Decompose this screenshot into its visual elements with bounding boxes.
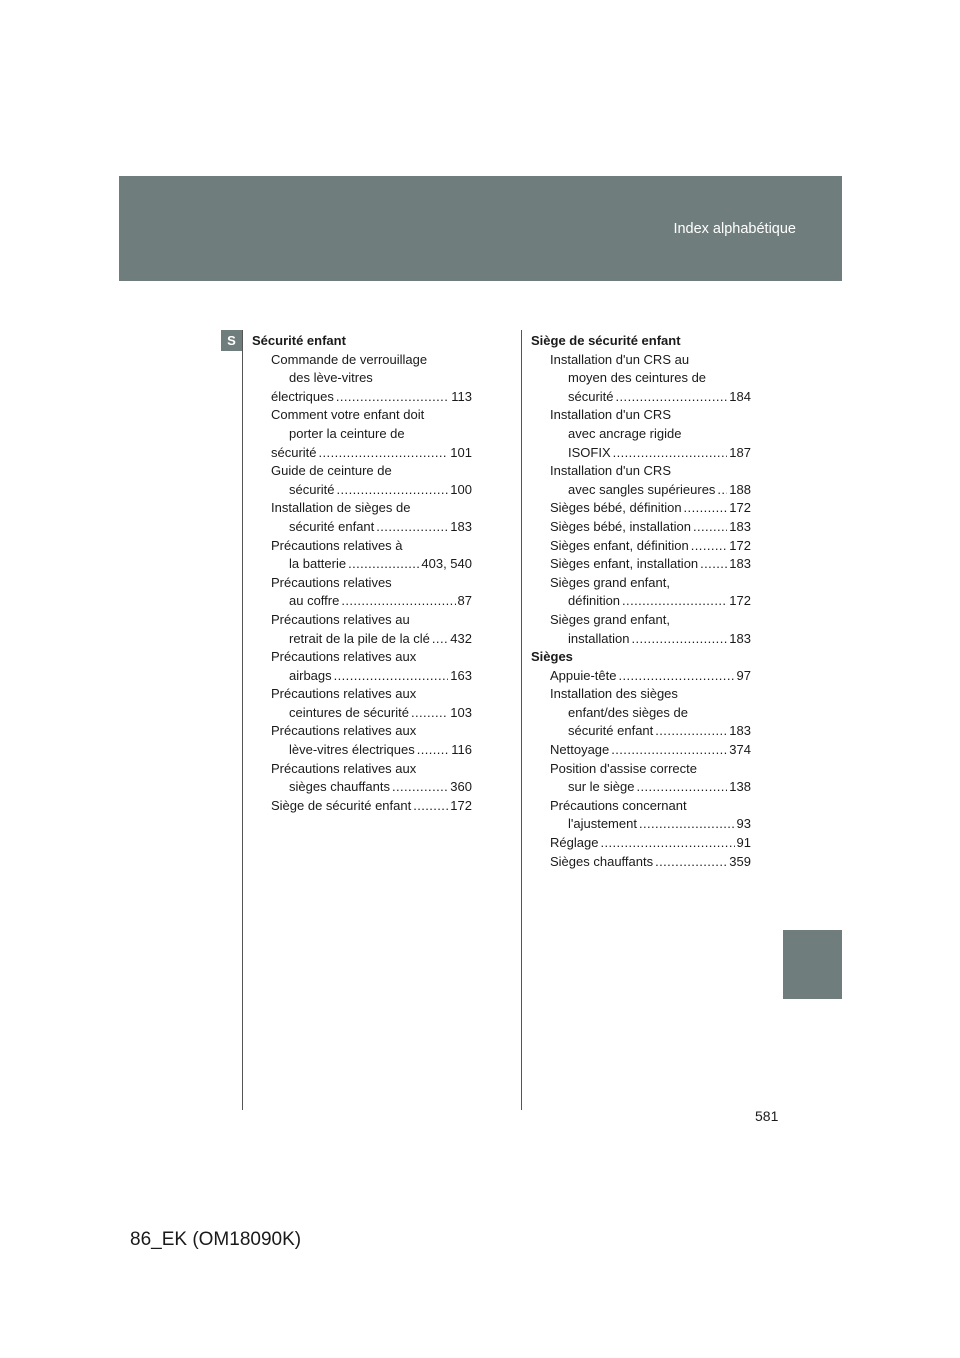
page-reference: 101	[450, 444, 472, 460]
entry-label: la batterie	[289, 556, 347, 572]
dot-leader	[611, 741, 727, 760]
page-reference: 172	[729, 537, 751, 553]
page-reference: 93	[736, 816, 751, 832]
dot-leader	[334, 667, 449, 686]
entry-text-line: Précautions relatives au	[271, 611, 410, 627]
page-reference: 188	[729, 481, 751, 497]
dot-leader	[631, 630, 727, 649]
entry-label: ceintures de sécurité	[289, 704, 409, 720]
index-letter-tab: S	[221, 330, 242, 351]
entry-page-line	[252, 555, 472, 574]
entry-label: airbags	[289, 667, 332, 683]
index-entry	[531, 574, 751, 611]
dot-leader	[636, 778, 727, 797]
entry-text-line: Précautions relatives aux	[271, 723, 417, 739]
entry-label: sécurité	[271, 444, 317, 460]
page-reference: 187	[729, 444, 751, 460]
dot-leader	[417, 741, 450, 760]
index-entry	[531, 741, 751, 760]
page-reference: 183	[729, 723, 751, 739]
entry-label: Sièges enfant, installation	[550, 556, 699, 572]
entry-page-line	[531, 741, 751, 760]
index-entry	[252, 797, 472, 816]
entry-page-line	[531, 834, 751, 853]
dot-leader	[639, 815, 735, 834]
entry-page-line	[252, 797, 472, 816]
index-entry	[252, 611, 472, 648]
dot-leader	[319, 444, 449, 463]
entry-page-line	[531, 778, 751, 797]
entry-page-line	[252, 704, 472, 723]
entry-text-line: Précautions relatives aux	[271, 760, 417, 776]
entry-text-line: Précautions relatives aux	[271, 686, 417, 702]
index-column-left	[252, 332, 472, 815]
entry-text-line: porter la ceinture de	[289, 425, 405, 441]
dot-leader	[619, 667, 735, 686]
section-title: Index alphabétique	[673, 221, 796, 237]
entry-page-line	[531, 853, 751, 872]
entry-page-line	[252, 388, 472, 407]
entry-label: sur le siège	[568, 779, 635, 795]
entry-label: Siège de sécurité enfant	[271, 797, 412, 813]
dot-leader	[655, 853, 727, 872]
index-entry	[252, 499, 472, 536]
entry-text-line: Guide de ceinture de	[271, 463, 392, 479]
page-reference: 183	[729, 518, 751, 534]
dot-leader	[392, 778, 448, 797]
entry-page-line	[252, 778, 472, 797]
entry-label: Sièges chauffants	[550, 853, 654, 869]
entry-label: lève-vitres électriques	[289, 742, 415, 758]
entry-text-line: des lève-vitres	[289, 370, 373, 386]
page-reference: 172	[729, 500, 751, 516]
page-reference: 100	[450, 481, 472, 497]
dot-leader	[693, 518, 727, 537]
index-entry	[531, 499, 751, 518]
index-entry	[252, 685, 472, 722]
entry-page-line	[531, 388, 751, 407]
index-heading: Siège de sécurité enfant	[531, 333, 681, 348]
entry-label: ISOFIX	[568, 444, 611, 460]
entry-label: Réglage	[550, 835, 599, 851]
entry-label: sièges chauffants	[289, 779, 390, 795]
page-reference: 87	[457, 593, 472, 609]
dot-leader	[655, 722, 727, 741]
entry-page-line	[531, 815, 751, 834]
dot-leader	[691, 537, 728, 556]
index-entry	[252, 722, 472, 759]
header-band	[119, 176, 842, 281]
left-divider-line	[242, 330, 243, 1110]
entry-label: sécurité enfant	[289, 518, 375, 534]
entry-page-line	[531, 667, 751, 686]
entry-label: avec sangles supérieures	[568, 481, 716, 497]
index-entry	[531, 518, 751, 537]
entry-text-line: Sièges grand enfant,	[550, 611, 670, 627]
index-entry	[252, 406, 472, 462]
entry-label: sécurité	[568, 388, 614, 404]
index-entry	[252, 574, 472, 611]
entry-text-line: Installation d'un CRS au	[550, 351, 690, 367]
entry-text-line: Installation d'un CRS	[550, 407, 671, 423]
index-entry	[252, 537, 472, 574]
index-entry	[531, 555, 751, 574]
index-entry	[531, 834, 751, 853]
page-reference: 91	[736, 835, 751, 851]
entry-text-line: Installation des sièges	[550, 686, 678, 702]
entry-label: Appuie-tête	[550, 667, 617, 683]
entry-label: l'ajustement	[568, 816, 637, 832]
dot-leader	[600, 834, 734, 853]
page-reference: 360	[450, 779, 472, 795]
index-entry	[531, 685, 751, 741]
entry-page-line	[531, 444, 751, 463]
page-reference: 113	[451, 388, 472, 404]
entry-page-line	[252, 518, 472, 537]
page-reference: 183	[729, 630, 751, 646]
page-reference: 172	[729, 593, 751, 609]
entry-page-line	[531, 592, 751, 611]
dot-leader	[341, 592, 455, 611]
entry-text-line: Précautions relatives à	[271, 537, 403, 553]
entry-label: Sièges bébé, définition	[550, 500, 682, 516]
page-reference: 103	[450, 704, 472, 720]
dot-leader	[717, 481, 727, 500]
dot-leader	[376, 518, 448, 537]
page-reference: 172	[450, 797, 472, 813]
dot-leader	[348, 555, 419, 574]
entry-label: au coffre	[289, 593, 340, 609]
entry-text-line: Installation de sièges de	[271, 500, 411, 516]
index-entry	[531, 797, 751, 834]
page-reference: 403, 540	[421, 556, 472, 572]
dot-leader	[337, 481, 449, 500]
entry-page-line	[531, 481, 751, 500]
index-entry	[531, 406, 751, 462]
page-reference: 183	[450, 518, 472, 534]
index-entry	[531, 760, 751, 797]
dot-leader	[700, 555, 727, 574]
entry-text-line: Précautions relatives	[271, 574, 392, 590]
chapter-side-tab	[783, 930, 842, 999]
entry-page-line	[252, 592, 472, 611]
index-heading: Sièges	[531, 649, 573, 665]
center-divider-line	[521, 330, 522, 1110]
page-number: 581	[755, 1108, 779, 1124]
entry-text-line: Commande de verrouillage	[271, 351, 428, 367]
entry-label: Sièges enfant, définition	[550, 537, 689, 553]
entry-page-line	[252, 667, 472, 686]
entry-label: installation	[568, 630, 630, 646]
dot-leader	[413, 797, 448, 816]
entry-label: retrait de la pile de la clé	[289, 630, 430, 646]
page-reference: 432	[450, 630, 472, 646]
index-entry	[531, 853, 751, 872]
index-entry	[531, 462, 751, 499]
entry-text-line: Précautions concernant	[550, 797, 687, 813]
index-entry	[531, 537, 751, 556]
entry-text-line: Position d'assise correcte	[550, 760, 697, 776]
entry-text-line: Sièges grand enfant,	[550, 574, 670, 590]
entry-label: Sièges bébé, installation	[550, 518, 691, 534]
index-entry	[252, 648, 472, 685]
entry-page-line	[252, 741, 472, 760]
entry-label: définition	[568, 593, 621, 609]
dot-leader	[622, 592, 727, 611]
index-heading: Sécurité enfant	[252, 333, 346, 348]
index-entry	[252, 760, 472, 797]
entry-text-line: enfant/des sièges de	[568, 704, 688, 720]
page-reference: 116	[451, 742, 472, 758]
page-reference: 184	[729, 388, 751, 404]
index-entry	[531, 667, 751, 686]
index-entry	[252, 351, 472, 407]
dot-leader	[336, 388, 449, 407]
entry-page-line	[531, 555, 751, 574]
index-entry	[252, 462, 472, 499]
entry-text-line: moyen des ceintures de	[568, 370, 707, 386]
entry-page-line	[531, 630, 751, 649]
dot-leader	[616, 388, 728, 407]
entry-page-line	[531, 722, 751, 741]
entry-page-line	[531, 518, 751, 537]
entry-page-line	[252, 444, 472, 463]
document-code: 86_EK (OM18090K)	[130, 1229, 302, 1250]
entry-text-line: Précautions relatives aux	[271, 649, 417, 665]
page-reference: 183	[729, 556, 751, 572]
page-reference: 97	[736, 667, 751, 683]
dot-leader	[411, 704, 448, 723]
entry-page-line	[252, 630, 472, 649]
page-reference: 138	[729, 779, 751, 795]
entry-text-line: avec ancrage rigide	[568, 425, 682, 441]
entry-label: électriques	[271, 388, 334, 404]
entry-page-line	[252, 481, 472, 500]
dot-leader	[613, 444, 728, 463]
entry-text-line: Installation d'un CRS	[550, 463, 671, 479]
index-entry	[531, 351, 751, 407]
entry-label: sécurité	[289, 481, 335, 497]
entry-page-line	[531, 499, 751, 518]
dot-leader	[432, 630, 448, 649]
page-reference: 163	[450, 667, 472, 683]
entry-label: Nettoyage	[550, 742, 610, 758]
index-entry	[531, 611, 751, 648]
entry-page-line	[531, 537, 751, 556]
page-reference: 374	[729, 742, 751, 758]
entry-text-line: Comment votre enfant doit	[271, 407, 425, 423]
dot-leader	[684, 499, 728, 518]
index-column-right	[531, 332, 751, 871]
entry-label: sécurité enfant	[568, 723, 654, 739]
page-reference: 359	[729, 853, 751, 869]
